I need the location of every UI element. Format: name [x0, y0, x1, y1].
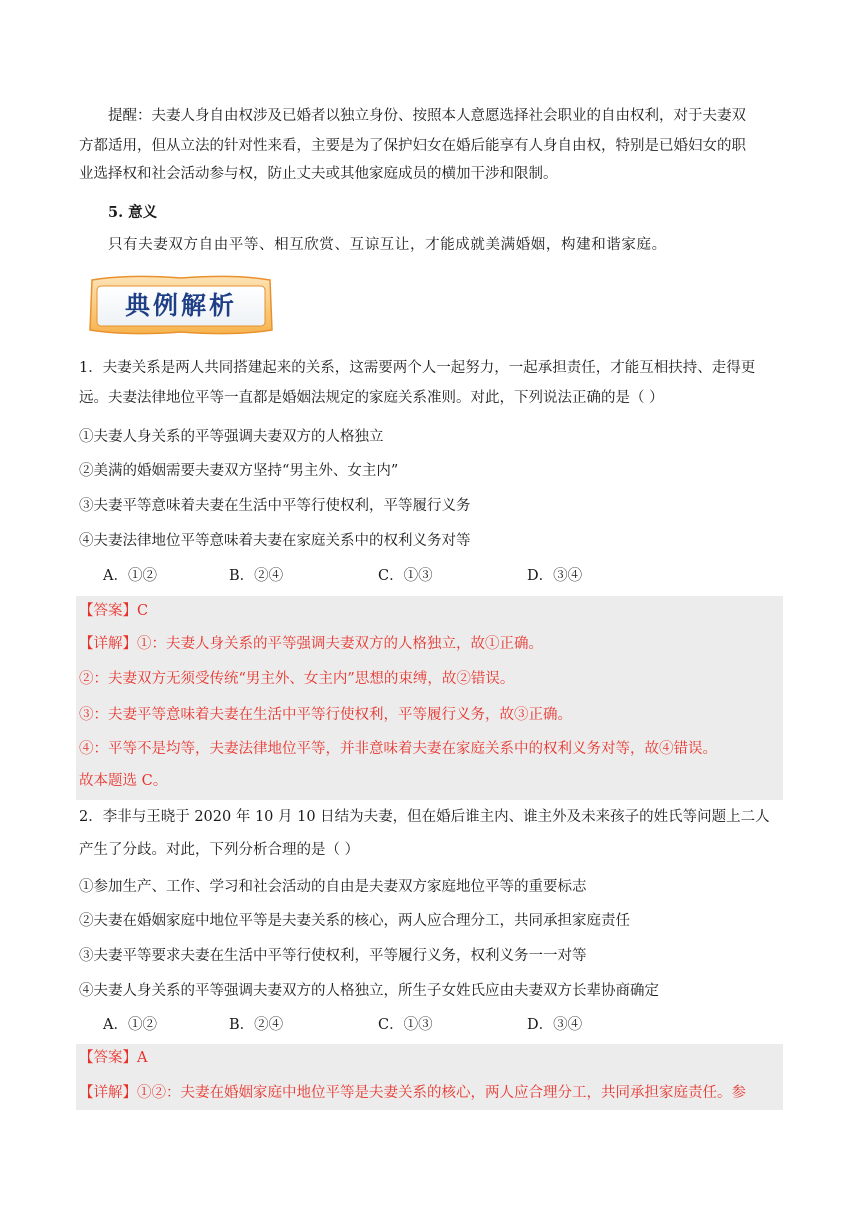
q2-option-c: C．①③: [378, 1017, 433, 1033]
q1-answer-box: [76, 596, 783, 800]
q2-stem-line-2: 产生了分歧。对此，下列分析合理的是（ ）: [79, 842, 360, 858]
q2-item: ②夫妻在婚姻家庭中地位平等是夫妻关系的核心，两人应合理分工，共同承担家庭责任: [79, 913, 630, 929]
section-heading: 5. 意义: [108, 204, 158, 221]
q1-stem-line-1: 1．夫妻关系是两人共同搭建起来的关系，这需要两个人一起努力，一起承担责任，才能互相扶持、走得更: [79, 360, 756, 376]
section-text: 只有夫妻双方自由平等、相互欣赏、互谅互让，才能成就美满婚姻，构建和谐家庭。: [108, 237, 667, 253]
q1-item: ③夫妻平等意味着夫妻在生活中平等行使权利，平等履行义务: [79, 498, 471, 514]
q1-explain-line: ③：夫妻平等意味着夫妻在生活中平等行使权利，平等履行义务，故③正确。: [79, 707, 572, 723]
q2-item: ③夫妻平等要求夫妻在生活中平等行使权利，平等履行义务，权利义务一一对等: [79, 948, 587, 964]
q2-option-a: A．①②: [103, 1017, 157, 1033]
reminder-line-2: 方都适用，但从立法的针对性来看，主要是为了保护妇女在婚后能享有人身自由权，特别是已婚妇女的职: [79, 138, 746, 154]
banner-title: 典例解析: [124, 291, 237, 320]
reminder-line-1: 提醒：夫妻人身自由权涉及已婚者以独立身份、按照本人意愿选择社会职业的自由权利，对于夫妻双: [108, 108, 746, 124]
q1-stem-line-2: 远。夫妻法律地位平等一直都是婚姻法规定的家庭关系准则。对此，下列说法正确的是（ ）: [79, 390, 664, 406]
q1-item: ①夫妻人身关系的平等强调夫妻双方的人格独立: [79, 429, 384, 445]
q1-explain-line: 【详解】①：夫妻人身关系的平等强调夫妻双方的人格独立，故①正确。: [79, 636, 543, 652]
q1-option-d: D．③④: [527, 568, 583, 584]
q2-item: ④夫妻人身关系的平等强调夫妻双方的人格独立，所生子女姓氏应由夫妻双方长辈协商确定: [79, 983, 659, 999]
q1-option-b: B．②④: [229, 568, 284, 584]
q2-explain-line: 【详解】①②：夫妻在婚姻家庭中地位平等是夫妻关系的核心，两人应合理分工，共同承担家庭责任。参: [79, 1085, 746, 1101]
example-banner: [86, 272, 276, 338]
reminder-line-3: 业选择权和社会活动参与权，防止丈夫或其他家庭成员的横加干涉和限制。: [79, 166, 558, 182]
q2-answer: 【答案】A: [79, 1050, 148, 1066]
q2-stem-line-1: 2．李非与王晓于 2020 年 10 月 10 日结为夫妻，但在婚后谁主内、谁主外及未来孩子的姓氏等问题上二人: [79, 809, 770, 825]
q2-option-b: B．②④: [229, 1017, 284, 1033]
q1-item: ④夫妻法律地位平等意味着夫妻在家庭关系中的权利义务对等: [79, 533, 471, 549]
q1-explain-line: ④：平等不是均等，夫妻法律地位平等，并非意味着夫妻在家庭关系中的权利义务对等，故④错误。: [79, 741, 717, 757]
q1-option-c: C．①③: [378, 568, 433, 584]
q2-item: ①参加生产、工作、学习和社会活动的自由是夫妻双方家庭地位平等的重要标志: [79, 879, 587, 895]
q1-item: ②美满的婚姻需要夫妻双方坚持“男主外、女主内”: [79, 463, 399, 479]
q1-explain-line: 故本题选 C。: [79, 773, 168, 789]
q1-answer: 【答案】C: [79, 603, 149, 619]
q2-option-d: D．③④: [527, 1017, 583, 1033]
q1-option-a: A．①②: [103, 568, 157, 584]
q1-explain-line: ②：夫妻双方无须受传统“男主外、女主内”思想的束缚，故②错误。: [79, 671, 515, 687]
